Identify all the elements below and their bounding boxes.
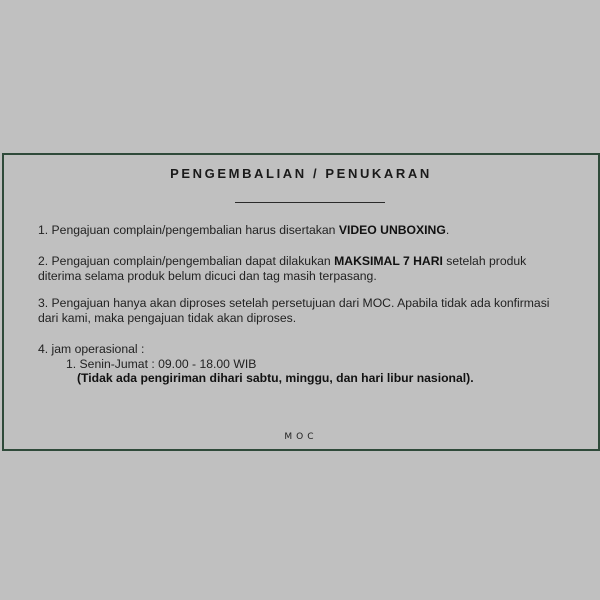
return-policy-card <box>2 153 600 451</box>
policy-item-1-bold: VIDEO UNBOXING <box>338 223 446 237</box>
policy-item-1-text: 1. Pengajuan complain/pengembalian harus disertakan <box>38 223 339 237</box>
policy-item-1 <box>38 223 568 238</box>
policy-item-2-bold: MAKSIMAL 7 HARI <box>334 254 443 268</box>
policy-item-1-after: . <box>445 223 450 237</box>
policy-item-3: 3. Pengajuan hanya akan diproses setelah persetujuan dari MOC. Apabila tidak ada konfirmasi dari kami, maka pengajuan tidak akan diproses. <box>38 296 550 325</box>
moc-logo: MOC <box>284 432 318 442</box>
policy-item-2-after: setelah produk diterima selama produk belum dicuci dan tag masih terpasang. <box>38 254 527 283</box>
policy-item-4: 4. jam operasional : <box>38 342 145 356</box>
policy-item-2-text: 2. Pengajuan complain/pengembalian dapat dilakukan <box>38 254 335 268</box>
policy-title: PENGEMBALIAN / PENUKARAN <box>170 166 432 181</box>
operating-hours: 1. Senin-Jumat : 09.00 - 18.00 WIB <box>66 357 257 371</box>
title-divider <box>235 202 385 203</box>
shipping-note: (Tidak ada pengiriman dihari sabtu, minggu, dan hari libur nasional). <box>77 371 474 385</box>
policy-item-2 <box>38 254 568 284</box>
